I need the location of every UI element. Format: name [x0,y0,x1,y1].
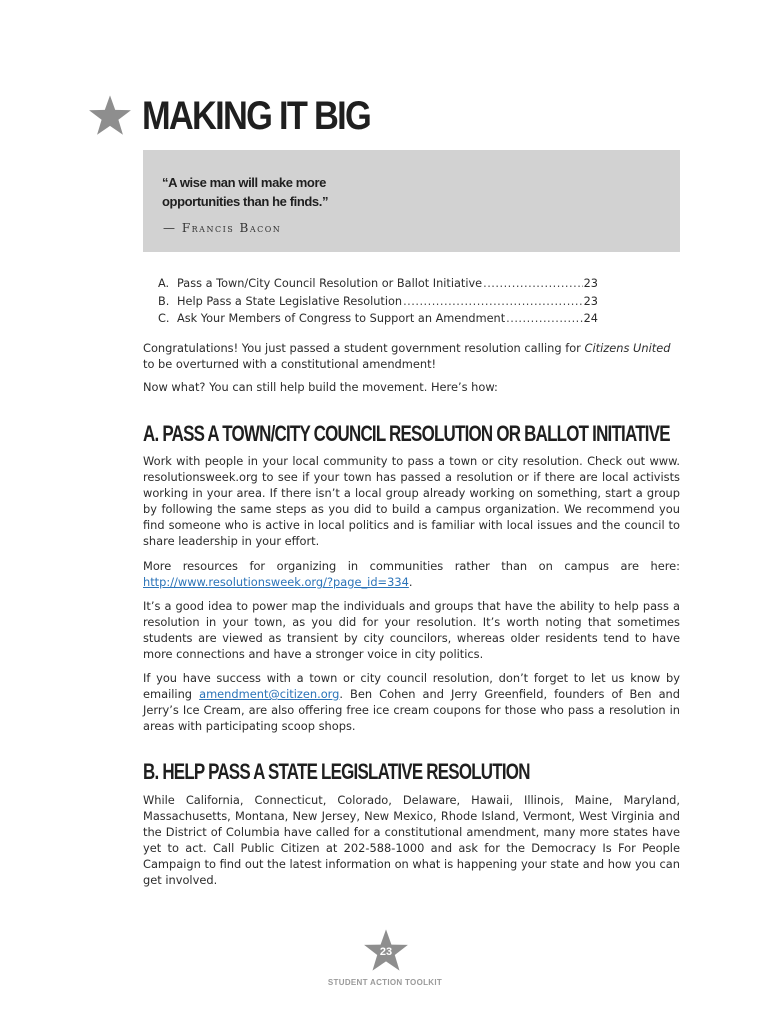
star-icon [88,94,132,138]
email-link[interactable]: amendment@citizen.org [199,687,340,701]
toc-page: 23 [583,277,598,290]
page-title: MAKING IT BIG [142,93,370,138]
table-of-contents [158,275,598,328]
toc-item[interactable] [158,293,598,311]
toc-leader [403,293,583,311]
resources-text: More resources for organizing in communities rather than on campus are here: [143,559,680,573]
section-a-paragraph-2 [143,558,680,590]
toc-item[interactable] [158,275,598,293]
toc-leader [483,275,583,293]
quote-text: “A wise man will make more opportunities than he finds.” [162,175,329,209]
section-b-paragraph-1: While California, Connecticut, Colorado, Delaware, Hawaii, Illinois, Maine, Maryland, Massachusetts, Montana, New Jersey, New Mexico, Rhode Island, Vermont, West Virginia and the District of Columbia have called for a constitutional amendment, many more states have yet to act. Call Public Citizen at 202-588-1000 and ask for the Democracy Is For People Campaign to find out the latest information on what is happening your state and how you can get involved. [143,793,680,887]
email-outro-text: . Ben Cohen and Jerry Greenfield, founders of Ben and Jerry’s Ice Cream, are also offering free ice cream coupons for those who pass a resolution in areas with participating scoop shops. [143,687,680,733]
toc-leader [506,310,582,328]
intro-text-end: to be overturned with a constitutional amendment! [143,357,437,371]
page-header [88,92,407,140]
email-intro-text: If you have success with a town or city council resolution, don’t forget to let us know by emailing [143,671,680,701]
toc-label: Pass a Town/City Council Resolution or Ballot Initiative [177,277,483,290]
footer-label: STUDENT ACTION TOOLKIT [327,978,443,987]
section-a-paragraph-1: Work with people in your local community to pass a town or city resolution. Check out www. resolutionsweek.org to see if your town has passed a resolution or if there are local activists working in your area. If there isn’t a local group already working on something, start a group by following the same steps as you did to build a campus organization. We recommend you find someone who is active in local politics and is familiar with local issues and the council to share leadership in your effort. [143,454,680,548]
toc-item[interactable] [158,310,598,328]
quote-box [143,150,680,252]
section-a-paragraph-4 [143,670,680,734]
section-a-heading: A. PASS A TOWN/CITY COUNCIL RESOLUTION OR BALLOT INITIATIVE [143,421,670,446]
page-number: 23 [379,946,393,958]
intro-italic: Citizens United [584,341,671,355]
section-a-paragraph-3: It’s a good idea to power map the individuals and groups that have the ability to help pass a resolution in your town, as you did for your resolution. It’s worth noting that sometimes students are viewed as transient by city councilors, whereas older residents tend to have more connections and have a stronger voice in city politics. [143,599,680,661]
toc-label: Ask Your Members of Congress to Support an Amendment [177,312,506,325]
section-b-heading: B. HELP PASS A STATE LEGISLATIVE RESOLUTION [143,759,530,784]
toc-letter: A. [158,277,170,290]
now-what-paragraph: Now what? You can still help build the movement. Here’s how: [143,380,498,394]
toc-letter: C. [158,312,170,325]
toc-page: 24 [583,312,598,325]
intro-text: Congratulations! You just passed a student government resolution calling for [143,341,585,355]
toc-letter: B. [158,294,170,308]
toc-label: Help Pass a State Legislative Resolution [177,294,403,308]
resources-period: . [408,575,413,589]
toc-page: 23 [583,294,598,308]
quote-author: — Francis Bacon [163,221,282,235]
resources-link[interactable]: http://www.resolutionsweek.org/?page_id=334 [143,575,409,589]
intro-paragraph [143,340,680,372]
